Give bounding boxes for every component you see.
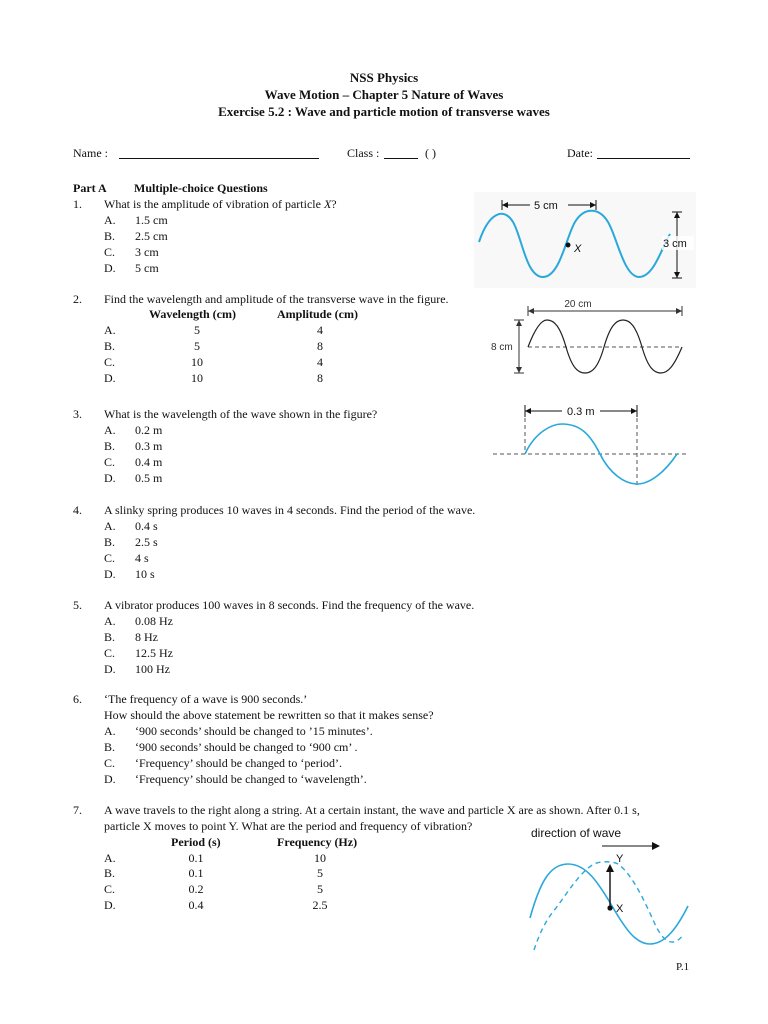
q1-height-label: 3 cm [663, 238, 687, 250]
exercise-title: Exercise 5.2 : Wave and particle motion of transverse waves [218, 104, 550, 119]
q7-row-a: 0.1 [188, 851, 204, 865]
q4-option-label: B. [104, 535, 116, 549]
q3-option-label: B. [104, 439, 116, 453]
q6-option-label: C. [104, 756, 116, 770]
q7-col2-header: Frequency (Hz) [277, 835, 358, 849]
q7-col1-header: Period (s) [171, 835, 221, 849]
q2-wave-figure [486, 296, 688, 380]
chapter-title: Wave Motion – Chapter 5 Nature of Waves [264, 87, 504, 102]
q3-wave-figure [490, 402, 690, 490]
q1-option-text: 1.5 cm [135, 213, 168, 227]
q2-row-b: 4 [317, 355, 323, 369]
q4-option-label: C. [104, 551, 116, 565]
q3-option-label: A. [104, 423, 116, 437]
q5-option-label: B. [104, 630, 116, 644]
q7-row-b: 5 [317, 882, 323, 896]
q7-row-label: D. [104, 898, 116, 912]
q3-option-label: D. [104, 471, 116, 485]
q1-text: What is the amplitude of vibration of particle X? [104, 197, 337, 211]
q6-number: 6. [73, 692, 82, 706]
q2-height-label: 8 cm [491, 342, 513, 353]
q2-row-a: 5 [194, 323, 200, 337]
q7-wave-figure [520, 822, 696, 954]
q6-option-text: ‘Frequency’ should be changed to ‘wavelength’. [135, 772, 367, 786]
q5-option-label: A. [104, 614, 116, 628]
q5-number: 5. [73, 598, 82, 612]
q2-row-a: 10 [191, 355, 203, 369]
course-title: NSS Physics [349, 70, 419, 85]
q3-option-text: 0.3 m [135, 439, 163, 453]
q2-col2-header: Amplitude (cm) [277, 307, 358, 321]
part-title: Multiple-choice Questions [134, 181, 268, 195]
q4-option-text: 0.4 s [135, 519, 158, 533]
q3-option-text: 0.4 m [135, 455, 163, 469]
page-number: P.1 [676, 961, 690, 973]
date-line [597, 158, 690, 159]
q5-option-text: 12.5 Hz [135, 646, 173, 660]
q1-option-text: 5 cm [135, 261, 159, 275]
q1-wave-figure [474, 192, 696, 288]
q6-text: How should the above statement be rewritten so that it makes sense? [104, 708, 434, 722]
q1-width-label: 5 cm [534, 200, 558, 212]
q5-option-text: 100 Hz [135, 662, 170, 676]
q7-row-label: B. [104, 866, 116, 880]
part-label: Part A [73, 181, 107, 195]
q4-number: 4. [73, 503, 82, 517]
q3-text: What is the wavelength of the wave shown in the figure? [104, 407, 378, 421]
q3-width-label: 0.3 m [567, 406, 595, 418]
q1-option-label: C. [104, 245, 116, 259]
q2-row-b: 8 [317, 339, 323, 353]
q7-row-b: 2.5 [312, 898, 328, 912]
class-line [384, 158, 418, 159]
q4-option-text: 2.5 s [135, 535, 158, 549]
q2-width-label: 20 cm [564, 299, 592, 310]
q7-text-line2: particle X moves to point Y. What are the period and frequency of vibration? [104, 819, 473, 833]
q6-option-text: ‘900 seconds’ should be changed to ‘900 cm’ . [135, 740, 358, 754]
date-label: Date: [567, 146, 593, 160]
q7-row-label: A. [104, 851, 116, 865]
q1-option-label: D. [104, 261, 116, 275]
q6-option-text: ‘Frequency’ should be changed to ‘period’. [135, 756, 343, 770]
q3-option-text: 0.2 m [135, 423, 163, 437]
q7-row-a: 0.4 [188, 898, 204, 912]
q6-option-text: ‘900 seconds’ should be changed to ’15 minutes’. [135, 724, 373, 738]
q5-option-label: D. [104, 662, 116, 676]
q5-text: A vibrator produces 100 waves in 8 seconds. Find the frequency of the wave. [104, 598, 475, 612]
q4-option-text: 4 s [135, 551, 149, 565]
q7-direction-label: direction of wave [531, 826, 622, 840]
q1-option-label: A. [104, 213, 116, 227]
q4-text: A slinky spring produces 10 waves in 4 seconds. Find the period of the wave. [104, 503, 476, 517]
q5-option-label: C. [104, 646, 116, 660]
q6-option-label: A. [104, 724, 116, 738]
name-line [119, 158, 319, 159]
q2-row-a: 10 [191, 371, 203, 385]
q5-option-text: 8 Hz [135, 630, 158, 644]
q2-row-label: A. [104, 323, 116, 337]
q2-row-a: 5 [194, 339, 200, 353]
q2-row-b: 8 [317, 371, 323, 385]
q1-particle-label: X [574, 243, 582, 255]
q1-option-text: 3 cm [135, 245, 159, 259]
q7-point-x: X [616, 903, 624, 915]
q6-option-label: B. [104, 740, 116, 754]
q1-option-label: B. [104, 229, 116, 243]
q4-option-label: D. [104, 567, 116, 581]
q7-number: 7. [73, 803, 82, 817]
q5-option-text: 0.08 Hz [135, 614, 173, 628]
q4-option-text: 10 s [135, 567, 155, 581]
q2-text: Find the wavelength and amplitude of the transverse wave in the figure. [104, 292, 449, 306]
class-number-brackets: ( ) [425, 146, 436, 160]
q7-row-a: 0.2 [188, 882, 204, 896]
q7-row-b: 10 [314, 851, 326, 865]
q2-col1-header: Wavelength (cm) [149, 307, 236, 321]
q7-row-label: C. [104, 882, 116, 896]
name-label: Name : [73, 146, 108, 160]
q6-option-label: D. [104, 772, 116, 786]
q1-number: 1. [73, 197, 82, 211]
q2-row-label: C. [104, 355, 116, 369]
q2-row-b: 4 [317, 323, 323, 337]
q7-row-b: 5 [317, 866, 323, 880]
q2-number: 2. [73, 292, 82, 306]
q4-option-label: A. [104, 519, 116, 533]
q3-number: 3. [73, 407, 82, 421]
q7-row-a: 0.1 [188, 866, 204, 880]
class-label: Class : [347, 146, 380, 160]
q7-text: A wave travels to the right along a string. At a certain instant, the wave and particle X are as shown. After 0.1 s, [104, 803, 640, 817]
q3-option-text: 0.5 m [135, 471, 163, 485]
q3-option-label: C. [104, 455, 116, 469]
q2-row-label: B. [104, 339, 116, 353]
q1-option-text: 2.5 cm [135, 229, 168, 243]
q7-point-y: Y [616, 853, 624, 865]
q2-row-label: D. [104, 371, 116, 385]
q6-statement: ‘The frequency of a wave is 900 seconds.’ [104, 692, 308, 706]
